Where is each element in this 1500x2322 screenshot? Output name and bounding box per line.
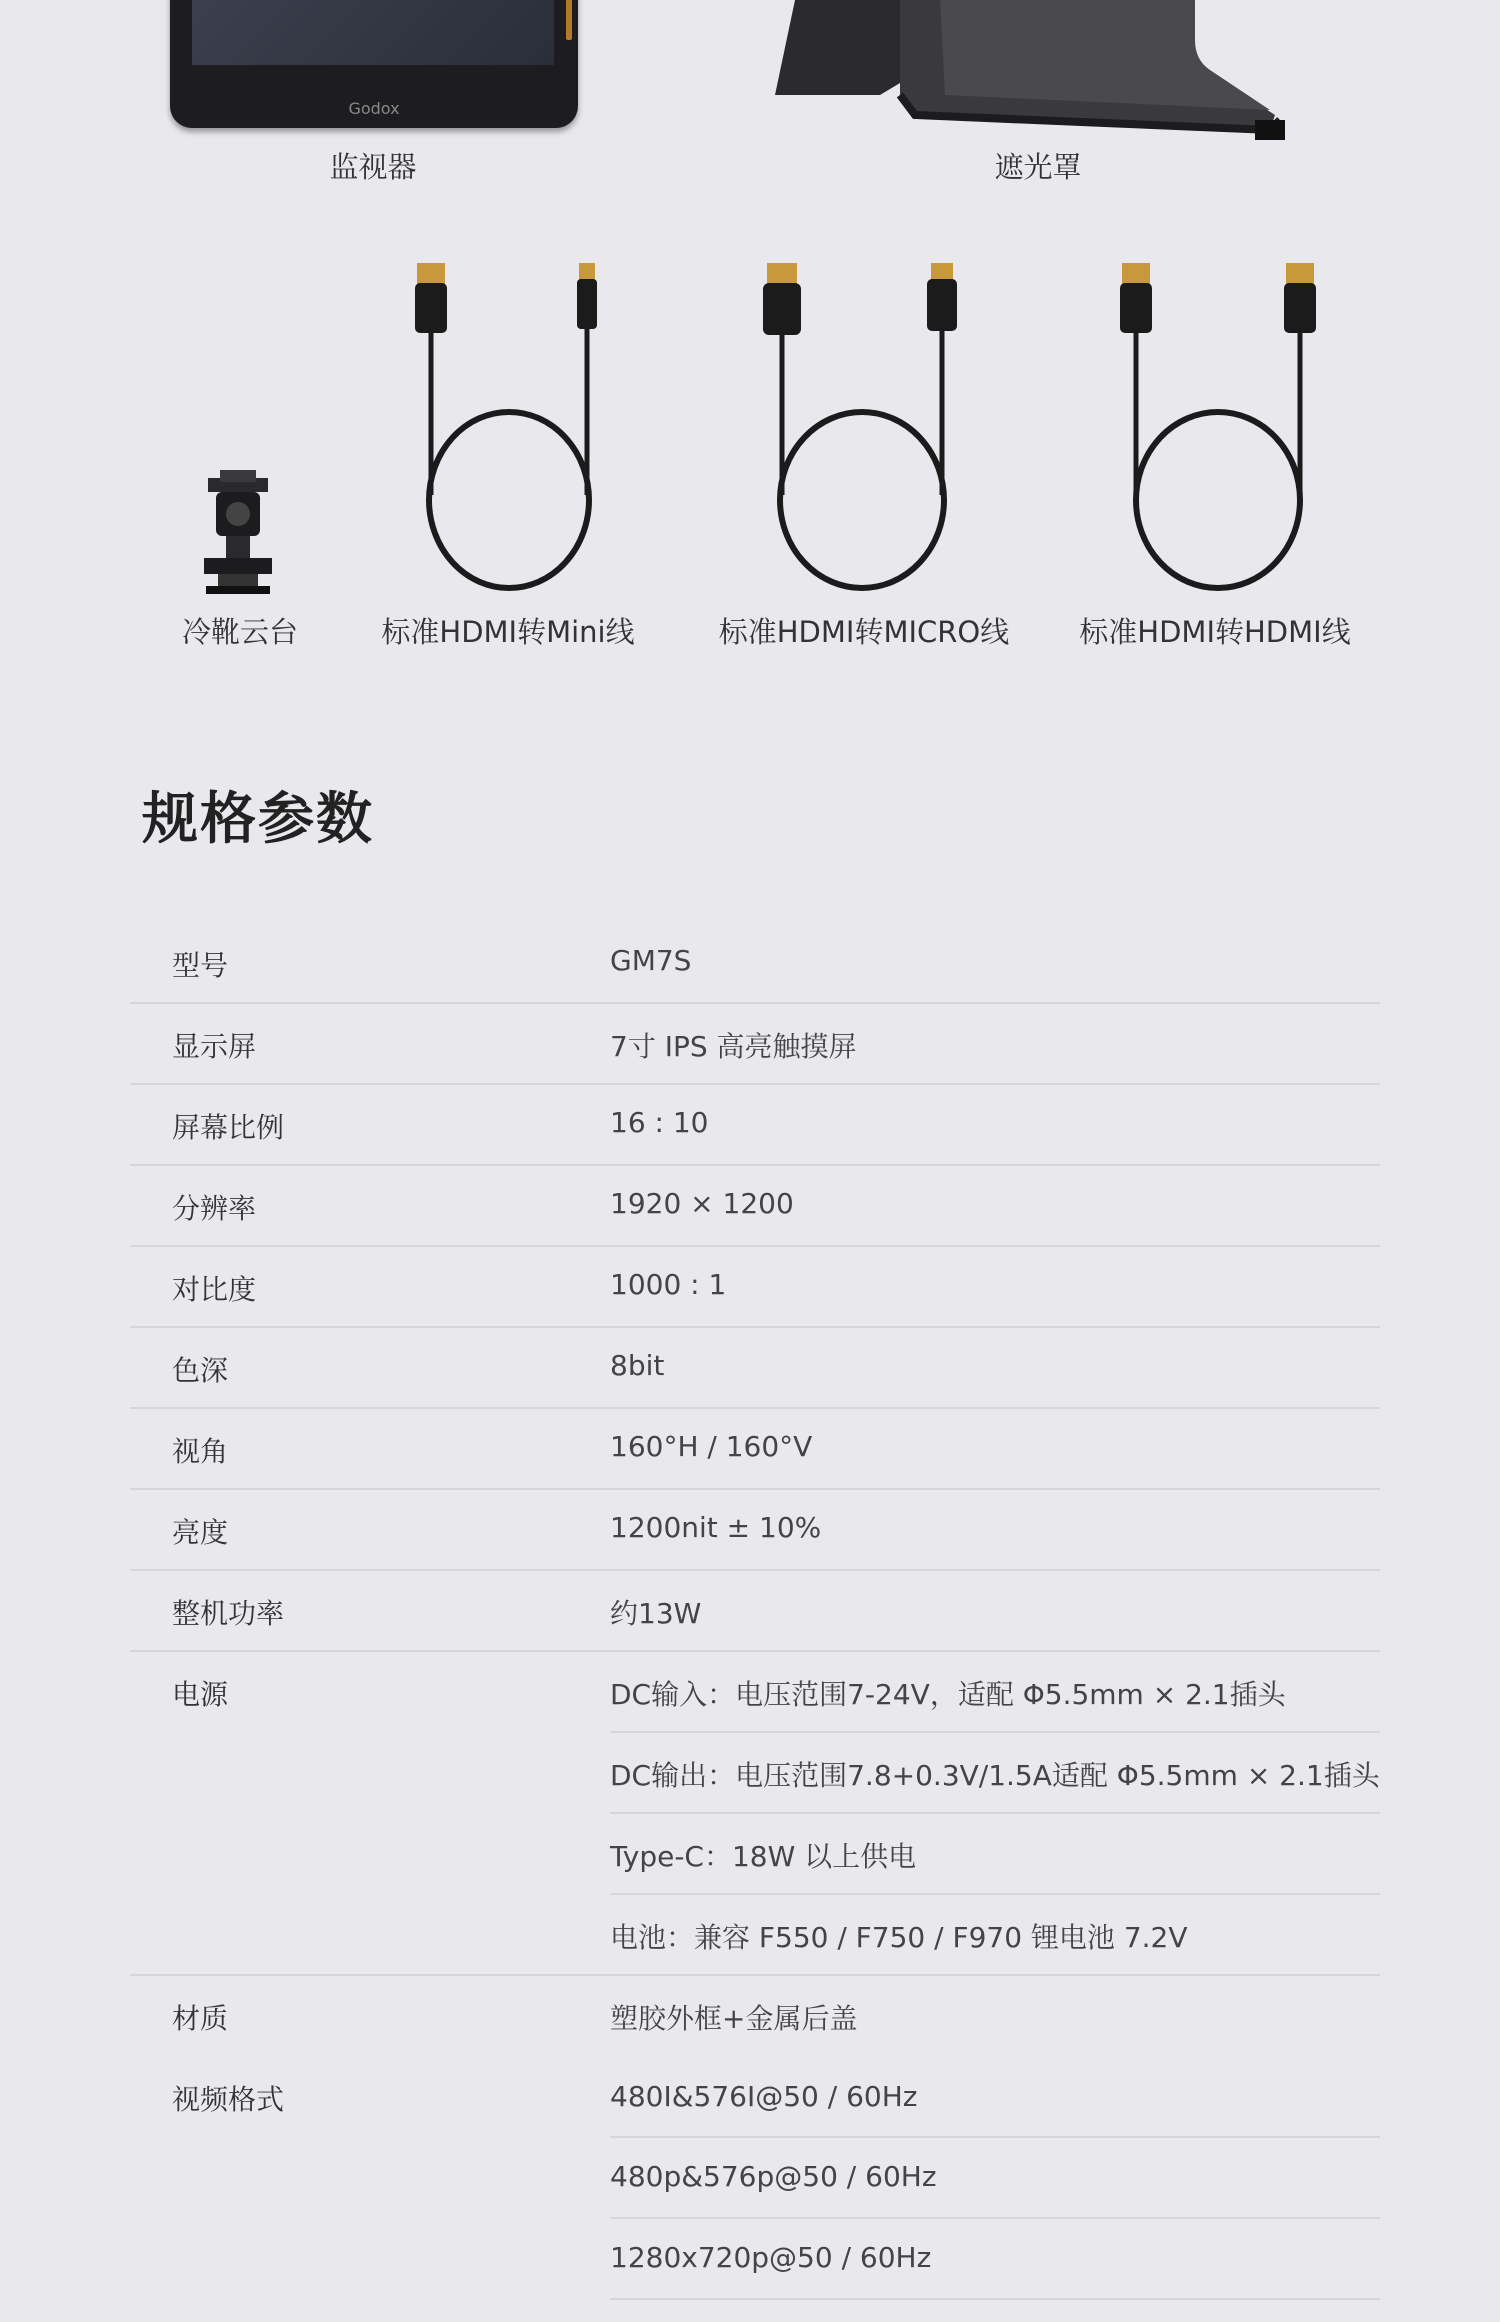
hdmi-mini-label: 标准HDMI转Mini线 xyxy=(381,615,635,649)
spec-value: 1200nit ± 10% xyxy=(610,1511,822,1544)
divider xyxy=(610,1893,1380,1895)
spec-value: 480I&576I@50 / 60Hz xyxy=(610,2080,918,2113)
spec-value: 480p&576p@50 / 60Hz xyxy=(610,2160,937,2193)
monitor-logo: Godox xyxy=(348,99,400,118)
divider xyxy=(610,1812,1380,1814)
spec-label: 型号 xyxy=(172,949,229,982)
spec-value: GM7S xyxy=(610,944,692,977)
hdmi-hdmi-label: 标准HDMI转HDMI线 xyxy=(1079,615,1351,649)
hood-label: 遮光罩 xyxy=(994,150,1082,184)
spec-label: 亮度 xyxy=(172,1516,229,1549)
cold-shoe-label: 冷靴云台 xyxy=(181,615,299,649)
spec-label: 电源 xyxy=(172,1678,229,1711)
spec-value: 16 : 10 xyxy=(610,1106,709,1139)
spec-value: 160°H / 160°V xyxy=(610,1430,813,1463)
divider xyxy=(130,1083,1380,1085)
spec-value: 1000 : 1 xyxy=(610,1268,727,1301)
spec-value: Type-C：18W 以上供电 xyxy=(610,1840,917,1873)
spec-value: DC输入：电压范围7-24V，适配 Φ5.5mm × 2.1插头 xyxy=(610,1678,1286,1711)
spec-label: 显示屏 xyxy=(172,1030,257,1063)
spec-label: 分辨率 xyxy=(172,1192,257,1225)
spec-value: 1920 × 1200 xyxy=(610,1187,794,1220)
spec-value: DC输出：电压范围7.8+0.3V/1.5A适配 Φ5.5mm × 2.1插头 xyxy=(610,1759,1380,1792)
divider xyxy=(610,2298,1380,2300)
specs-table xyxy=(130,0,1380,2322)
divider xyxy=(130,1326,1380,1328)
hdmi-micro-label: 标准HDMI转MICRO线 xyxy=(718,615,1010,649)
divider xyxy=(130,1569,1380,1571)
spec-value: 7寸 IPS 高亮触摸屏 xyxy=(610,1030,857,1063)
spec-label: 屏幕比例 xyxy=(172,1111,285,1144)
spec-value: 塑胶外框+金属后盖 xyxy=(610,2002,858,2035)
spec-label: 材质 xyxy=(172,2002,229,2035)
spec-value: 1280x720p@50 / 60Hz xyxy=(610,2241,932,2274)
spec-value: 约13W xyxy=(610,1597,702,1630)
divider xyxy=(130,1407,1380,1409)
spec-label: 视频格式 xyxy=(172,2083,285,2116)
spec-label: 整机功率 xyxy=(172,1597,285,1630)
divider xyxy=(130,1650,1380,1652)
divider xyxy=(610,2217,1380,2219)
monitor-label: 监视器 xyxy=(329,150,417,184)
spec-label: 对比度 xyxy=(172,1273,257,1306)
divider xyxy=(130,1245,1380,1247)
spec-label: 视角 xyxy=(172,1435,229,1468)
spec-value: 电池：兼容 F550 / F750 / F970 锂电池 7.2V xyxy=(610,1921,1188,1954)
spec-value: 8bit xyxy=(610,1349,665,1382)
divider xyxy=(130,1002,1380,1004)
divider xyxy=(130,1974,1380,1976)
divider xyxy=(130,1488,1380,1490)
divider xyxy=(610,2136,1380,2138)
spec-label: 色深 xyxy=(172,1354,229,1387)
specs-title: 规格参数 xyxy=(142,787,374,852)
divider xyxy=(610,1731,1380,1733)
divider xyxy=(130,1164,1380,1166)
